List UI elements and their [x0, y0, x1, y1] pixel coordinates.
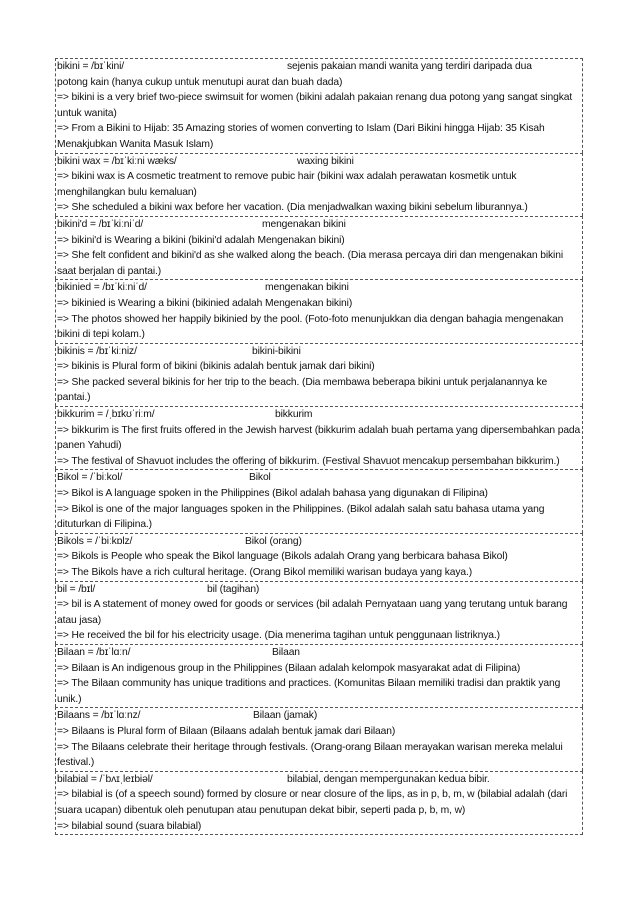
entry-headword-line [57, 582, 581, 598]
entry-example-line: => The Bilaan community has unique traditions and practices. (Komunitas Bilaan memiliki tradisi dan praktik yang unik.) [57, 678, 561, 705]
entry-headword-line [57, 217, 581, 233]
entry-headword-line [57, 708, 581, 724]
entry-headword-line [57, 344, 581, 360]
entry-example-line: => bikinied is Wearing a bikini (bikinied adalah Mengenakan bikini) [57, 297, 353, 309]
entry-headword-line [57, 470, 581, 486]
dictionary-entry [55, 343, 583, 406]
entry-term: bil = /bɪl/ [57, 583, 96, 595]
dictionary-entry [55, 279, 583, 342]
entry-example-line: => bikini'd is Wearing a bikini (bikini'd adalah Mengenakan bikini) [57, 234, 345, 246]
entry-headword-line [57, 280, 581, 296]
entry-term: bikini'd = /bɪˈkiːniˈd/ [57, 218, 144, 230]
entry-example-line: => bikini is a very brief two-piece swimsuit for women (bikini adalah pakaian renang dua potong yang sangat singkat untuk wanita) [57, 92, 573, 119]
entry-example-line: => From a Bikini to Hijab: 35 Amazing stories of women converting to Islam (Dari Bikini hingga Hijab: 35 Kisah Menakjubkan Wanita Masuk Islam) [57, 123, 545, 150]
entry-example-line: => bil is A statement of money owed for goods or services (bil adalah Pernyataan uang yang terutang untuk barang atau jasa) [57, 599, 568, 626]
dictionary-page [55, 58, 583, 835]
entry-gloss: bikini-bikini [252, 345, 301, 357]
entry-example-line: potong kain (hanya cukup untuk menutupi aurat dan buah dada) [57, 76, 343, 88]
entry-term: Bilaans = /bɪˈlɑːnz/ [57, 710, 141, 722]
entry-example-line: => She felt confident and bikini'd as she walked along the beach. (Dia merasa percaya diri dan mengenakan bikini saat berjalan di pantai.) [57, 250, 563, 277]
entry-example-line: => She packed several bikinis for her trip to the beach. (Dia membawa beberapa bikini untuk perjalanannya ke pantai.) [57, 376, 548, 404]
entry-gloss: Bikol (orang) [245, 535, 302, 547]
entry-term: bikinis = /bɪˈkiːniz/ [57, 345, 137, 357]
entry-headword-line [57, 772, 581, 788]
entry-headword-line [57, 534, 581, 550]
dictionary-entry [55, 771, 583, 835]
entry-term: Bikol = /ˈbiːkol/ [57, 472, 123, 484]
dictionary-entry [55, 581, 583, 644]
entry-example-line: => Bikol is one of the major languages spoken in the Philippines. (Bikol adalah salah satu bahasa utama yang dituturkan di Filipina.) [57, 503, 545, 531]
dictionary-entry [55, 469, 583, 532]
entry-example-line: => The photos showed her happily bikinied by the pool. (Foto-foto menunjukkan dia dengan bahagia mengenakan bikini di tepi kolam.) [57, 313, 564, 341]
dictionary-entry [55, 153, 583, 216]
entry-example-line: => bilabial sound (suara bilabial) [57, 820, 202, 832]
entry-term: bilabial = /ˈbʌɪˌleɪbiəl/ [57, 773, 153, 785]
entry-gloss: waxing bikini [297, 155, 354, 167]
entry-gloss: mengenakan bikini [265, 282, 349, 294]
entry-gloss: bil (tagihan) [207, 583, 260, 595]
entry-example-line: => Bilaan is An indigenous group in the Philippines (Bilaan adalah kelompok masyarakat adat di Filipina) [57, 662, 521, 674]
entry-term: bikkurim = /ˌbɪkʊˈriːm/ [57, 409, 155, 421]
entry-example-line: => The Bilaans celebrate their heritage through festivals. (Orang-orang Bilaan merayakan warisan mereka melalui festival.) [57, 741, 563, 769]
entry-example-line: => bikkurim is The first fruits offered in the Jewish harvest (bikkurim adalah buah pertama yang dipersembahkan pada panen Yahudi) [57, 424, 581, 452]
entry-example-line: => The festival of Shavuot includes the offering of bikkurim. (Festival Shavuot mencakup persembahan bikkurim.) [57, 455, 560, 467]
entry-gloss: mengenakan bikini [262, 218, 346, 230]
dictionary-entry [55, 406, 583, 469]
entry-term: bikini wax = /bɪˈkiːni wæks/ [57, 155, 177, 167]
entry-gloss: bilabial, dengan mempergunakan kedua bibir. [287, 773, 490, 785]
dictionary-entry [55, 707, 583, 770]
entry-example-line: => bilabial is (of a speech sound) formed by closure or near closure of the lips, as in p, b, m, w (bilabial adalah (dari suara ucapan) dibentuk oleh penutupan atau penutupan dekat bibir, seperti pada p, b, m, w) [57, 789, 568, 816]
entry-headword-line [57, 645, 581, 661]
entry-example-line: => The Bikols have a rich cultural heritage. (Orang Bikol memiliki warisan budaya yang kaya.) [57, 567, 473, 578]
entry-term: Bilaan = /bɪˈlɑːn/ [57, 646, 131, 658]
entry-gloss: Bikol [249, 472, 271, 484]
entry-gloss: sejenis pakaian mandi wanita yang terdiri daripada dua [287, 61, 532, 72]
dictionary-entry [55, 533, 583, 581]
entry-example-line: => Bilaans is Plural form of Bilaan (Bilaans adalah bentuk jamak dari Bilaan) [57, 725, 396, 737]
entry-gloss: Bilaan (jamak) [253, 710, 318, 722]
entry-gloss: bikkurim [275, 409, 313, 421]
entry-example-line: => Bikol is A language spoken in the Philippines (Bikol adalah bahasa yang digunakan di Filipina) [57, 488, 488, 500]
entry-example-line: => He received the bil for his electricity usage. (Dia menerima tagihan untuk penggunaan listriknya.) [57, 630, 500, 642]
entry-headword-line [57, 407, 581, 423]
entry-term: bikini = /bɪˈkini/ [57, 61, 125, 72]
entry-example-line: => bikinis is Plural form of bikini (bikinis adalah bentuk jamak dari bikini) [57, 361, 375, 373]
entry-example-line: => Bikols is People who speak the Bikol language (Bikols adalah Orang yang berbicara bahasa Bikol) [57, 551, 508, 563]
entry-example-line: => She scheduled a bikini wax before her vacation. (Dia menjadwalkan waxing bikini sebelum liburannya.) [57, 202, 528, 214]
dictionary-entry [55, 58, 583, 153]
dictionary-entry [55, 644, 583, 707]
entry-headword-line [57, 59, 581, 75]
entry-gloss: Bilaan [272, 646, 300, 658]
entry-term: Bikols = /ˈbiːkɒlz/ [57, 535, 133, 547]
dictionary-entry [55, 216, 583, 279]
entry-headword-line [57, 154, 581, 170]
entry-example-line: => bikini wax is A cosmetic treatment to remove pubic hair (bikini wax adalah perawatan kosmetik untuk menghilangkan bulu kemaluan) [57, 171, 517, 198]
entry-term: bikinied = /bɪˈkiːniˈd/ [57, 282, 147, 294]
